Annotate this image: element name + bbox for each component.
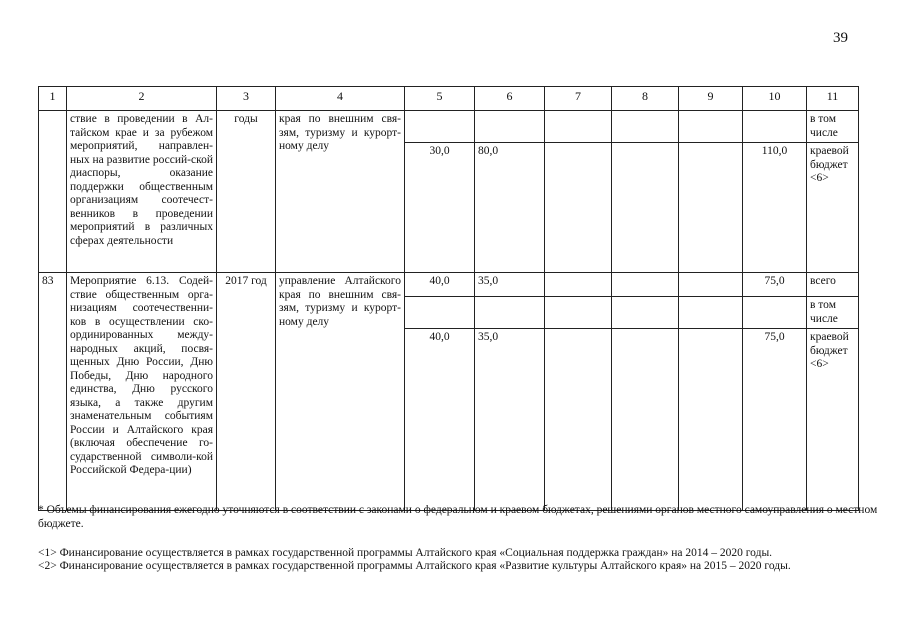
- total-amount-cell: 75,0: [743, 329, 807, 511]
- source-cell: в том числе: [807, 111, 859, 143]
- amount-cell: 35,0: [475, 273, 545, 297]
- table-row: [39, 273, 859, 297]
- amount-cell: [743, 297, 807, 329]
- header-row: [39, 87, 859, 111]
- amount-cell: [475, 111, 545, 143]
- description-cell: ствие в проведении в Ал-тайском крае и за рубежом мероприятий, направлен-ных на развитие россий-ской диаспоры, оказание поддержки общественным организациям соотечест-венников в проведении мероприятий в различных сферах деятельности: [67, 111, 217, 273]
- header-cell: 5: [405, 87, 475, 111]
- amount-cell: [679, 143, 743, 273]
- row-number-cell: 83: [39, 273, 67, 511]
- amount-cell: [612, 143, 679, 273]
- header-cell: 4: [276, 87, 405, 111]
- header-cell: 2: [67, 87, 217, 111]
- amount-cell: [545, 329, 612, 511]
- amount-cell: [405, 297, 475, 329]
- header-cell: 3: [217, 87, 276, 111]
- header-cell: 11: [807, 87, 859, 111]
- period-cell: 2017 год: [217, 273, 276, 511]
- footnote-1: <1> Финансирование осуществляется в рамках государственной программы Алтайского края «Социальная поддержка граждан» на 2014 – 2020 годы.: [38, 547, 773, 559]
- page-number: 39: [833, 30, 848, 46]
- footnote-general: * Объемы финансирования ежегодно уточняются в соответствии с законами о федеральном и краевом бюджетах, решениями органов местного самоуправления о местном бюджете.: [38, 504, 878, 530]
- amount-cell: 80,0: [475, 143, 545, 273]
- header-cell: 10: [743, 87, 807, 111]
- amount-cell: [545, 143, 612, 273]
- amount-cell: [545, 111, 612, 143]
- financing-table: [38, 86, 859, 511]
- amount-cell: [743, 111, 807, 143]
- source-cell: краевой бюджет <6>: [807, 143, 859, 273]
- amount-cell: [679, 111, 743, 143]
- amount-cell: [679, 329, 743, 511]
- amount-cell: [475, 297, 545, 329]
- table-row: [39, 111, 859, 143]
- header-cell: 9: [679, 87, 743, 111]
- description-cell: Мероприятие 6.13. Содей-ствие общественным орга-низациям соотечественни-ков в осуществлении ско-ординированных между-народных акций, посвя-щенных Дню России, Дню Победы, Дню народного единства, Дню русского языка, а также другим знаменательным событиям России и Алтайского края (включая обеспечение го-сударственной символи-кой Российской Федера-ции): [67, 273, 217, 511]
- amount-cell: [405, 111, 475, 143]
- amount-cell: [612, 297, 679, 329]
- total-amount-cell: 75,0: [743, 273, 807, 297]
- amount-cell: [612, 329, 679, 511]
- executor-cell: управление Алтайского края по внешним свя-зям, туризму и курорт-ному делу: [276, 273, 405, 511]
- period-cell: годы: [217, 111, 276, 273]
- source-cell: всего: [807, 273, 859, 297]
- source-cell: краевой бюджет <6>: [807, 329, 859, 511]
- amount-cell: [679, 273, 743, 297]
- amount-cell: [612, 273, 679, 297]
- amount-cell: [612, 111, 679, 143]
- amount-cell: 40,0: [405, 329, 475, 511]
- amount-cell: [679, 297, 743, 329]
- total-amount-cell: 110,0: [743, 143, 807, 273]
- executor-cell: края по внешним свя-зям, туризму и курорт-ному делу: [276, 111, 405, 273]
- amount-cell: 30,0: [405, 143, 475, 273]
- footnote-2: <2> Финансирование осуществляется в рамках государственной программы Алтайского края «Развитие культуры Алтайского края» на 2015 – 2020 годы.: [38, 560, 791, 572]
- amount-cell: 40,0: [405, 273, 475, 297]
- source-cell: в том числе: [807, 297, 859, 329]
- amount-cell: [545, 297, 612, 329]
- header-cell: 1: [39, 87, 67, 111]
- header-cell: 7: [545, 87, 612, 111]
- amount-cell: [545, 273, 612, 297]
- header-cell: 8: [612, 87, 679, 111]
- header-cell: 6: [475, 87, 545, 111]
- amount-cell: 35,0: [475, 329, 545, 511]
- row-number-cell: [39, 111, 67, 273]
